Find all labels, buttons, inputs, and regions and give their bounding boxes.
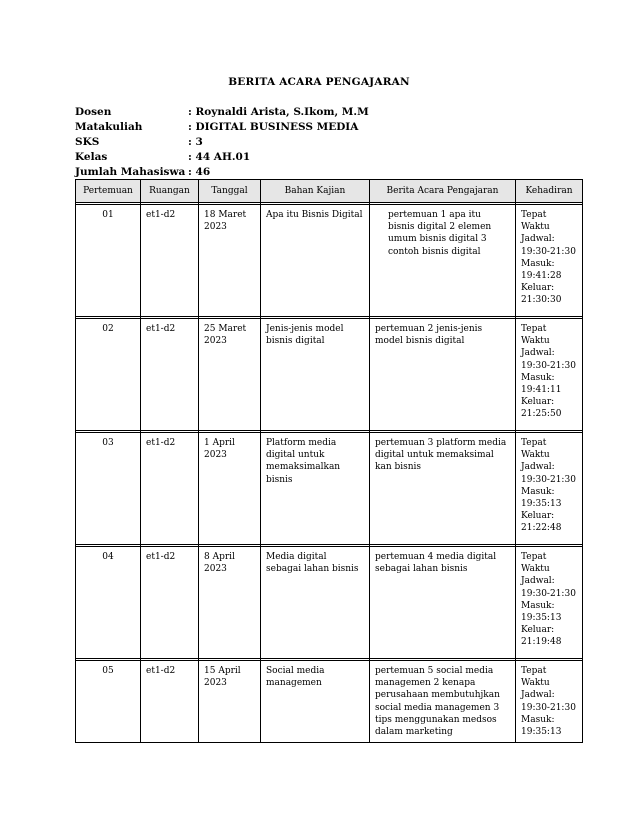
table-header-row <box>76 180 583 203</box>
attendance-line: 19:35:13 <box>521 613 562 624</box>
cell-berita-acara: pertemuan 5 social media managemen 2 kenapa perusahaan membutuhjkan social media managemen 3 tips menggunakan medsos dalam marketing <box>370 661 516 743</box>
cell-tanggal: 1 April 2023 <box>199 433 261 545</box>
cell-bahan-kajian: Media digital sebagai lahan bisnis <box>261 547 370 659</box>
attendance-line: Waktu <box>521 678 550 689</box>
cell-bahan-kajian: Platform media digital untuk memaksimalkan bisnis <box>261 433 370 545</box>
info-jumlah-mahasiswa <box>75 165 369 180</box>
document-title: BERITA ACARA PENGAJARAN <box>228 76 410 88</box>
info-label: Matakuliah <box>75 121 143 133</box>
info-sks <box>75 135 369 150</box>
attendance-line: Masuk: <box>521 714 555 725</box>
info-value: : 46 <box>188 166 211 178</box>
cell-kehadiran <box>516 661 583 743</box>
attendance-line: Masuk: <box>521 600 555 611</box>
cell-pertemuan: 04 <box>76 547 141 659</box>
info-matakuliah <box>75 120 369 135</box>
cell-bahan-kajian: Social media managemen <box>261 661 370 743</box>
header-berita-acara: Berita Acara Pengajaran <box>370 180 516 203</box>
attendance-line: Waktu <box>521 222 550 233</box>
attendance-line: 21:22:48 <box>521 523 562 534</box>
attendance-line: Tepat <box>521 324 547 334</box>
attendance-line: 19:30-21:30 <box>521 702 576 713</box>
cell-bahan-kajian: Jenis-jenis model bisnis digital <box>261 319 370 431</box>
attendance-line: 19:30-21:30 <box>521 588 576 599</box>
cell-berita-acara: pertemuan 1 apa itu bisnis digital 2 elemen umum bisnis digital 3 contoh bisnis digital <box>370 205 516 317</box>
cell-kehadiran <box>516 433 583 545</box>
info-label: Kelas <box>75 151 108 163</box>
cell-ruangan: et1-d2 <box>141 661 199 743</box>
teaching-record-table <box>75 179 583 743</box>
info-kelas <box>75 150 369 165</box>
attendance-line: Keluar: <box>521 511 555 522</box>
attendance-line: 21:19:48 <box>521 637 562 648</box>
cell-bahan-kajian: Apa itu Bisnis Digital <box>261 205 370 317</box>
attendance-line: 19:30-21:30 <box>521 246 576 257</box>
attendance-line: Jadwal: <box>521 348 555 359</box>
header-pertemuan: Pertemuan <box>76 180 141 203</box>
attendance-line: 21:25:50 <box>521 409 562 420</box>
attendance-line: Keluar: <box>521 625 555 636</box>
attendance-line: Waktu <box>521 450 550 461</box>
table-row <box>76 205 583 317</box>
attendance-line: Keluar: <box>521 397 555 408</box>
cell-kehadiran <box>516 205 583 317</box>
attendance-line: 19:30-21:30 <box>521 474 576 485</box>
info-label: Dosen <box>75 106 112 118</box>
info-label: Jumlah Mahasiswa <box>75 166 186 178</box>
cell-pertemuan: 03 <box>76 433 141 545</box>
header-bahan-kajian: Bahan Kajian <box>261 180 370 203</box>
table-row <box>76 661 583 743</box>
cell-ruangan: et1-d2 <box>141 433 199 545</box>
attendance-line: Tepat <box>521 210 547 220</box>
cell-ruangan: et1-d2 <box>141 205 199 317</box>
info-dosen <box>75 105 369 120</box>
cell-pertemuan: 05 <box>76 661 141 743</box>
attendance-line: Masuk: <box>521 258 555 269</box>
table-row <box>76 319 583 431</box>
attendance-line: 19:35:13 <box>521 727 562 738</box>
cell-pertemuan: 02 <box>76 319 141 431</box>
header-tanggal: Tanggal <box>199 180 261 203</box>
cell-tanggal: 8 April 2023 <box>199 547 261 659</box>
info-value: : 3 <box>188 136 203 148</box>
cell-kehadiran <box>516 319 583 431</box>
attendance-line: Masuk: <box>521 486 555 497</box>
cell-ruangan: et1-d2 <box>141 319 199 431</box>
attendance-line: Jadwal: <box>521 234 555 245</box>
attendance-line: Jadwal: <box>521 690 555 701</box>
attendance-line: 19:35:13 <box>521 499 562 510</box>
cell-berita-acara: pertemuan 4 media digital sebagai lahan bisnis <box>370 547 516 659</box>
attendance-line: Tepat <box>521 438 547 448</box>
cell-berita-acara: pertemuan 3 platform media digital untuk memaksimal kan bisnis <box>370 433 516 545</box>
attendance-line: 19:41:28 <box>521 271 562 282</box>
cell-tanggal: 18 Maret 2023 <box>199 205 261 317</box>
attendance-line: Keluar: <box>521 283 555 294</box>
attendance-line: 21:30:30 <box>521 295 562 306</box>
attendance-line: Jadwal: <box>521 462 555 473</box>
attendance-line: Waktu <box>521 336 550 347</box>
attendance-line: Masuk: <box>521 372 555 383</box>
cell-berita-acara: pertemuan 2 jenis-jenis model bisnis digital <box>370 319 516 431</box>
cell-tanggal: 15 April 2023 <box>199 661 261 743</box>
attendance-line: Tepat <box>521 666 547 676</box>
table-row <box>76 433 583 545</box>
attendance-line: 19:30-21:30 <box>521 360 576 371</box>
info-label: SKS <box>75 136 100 148</box>
header-ruangan: Ruangan <box>141 180 199 203</box>
attendance-line: Tepat <box>521 552 547 562</box>
info-value: : Roynaldi Arista, S.Ikom, M.M <box>188 106 369 118</box>
cell-pertemuan: 01 <box>76 205 141 317</box>
cell-tanggal: 25 Maret 2023 <box>199 319 261 431</box>
cell-kehadiran <box>516 547 583 659</box>
course-info <box>75 105 369 180</box>
attendance-line: Waktu <box>521 564 550 575</box>
table-row <box>76 547 583 659</box>
cell-ruangan: et1-d2 <box>141 547 199 659</box>
info-value: : 44 AH.01 <box>188 151 251 163</box>
attendance-line: 19:41:11 <box>521 385 562 396</box>
attendance-line: Jadwal: <box>521 576 555 587</box>
info-value: : DIGITAL BUSINESS MEDIA <box>188 121 359 133</box>
header-kehadiran: Kehadiran <box>516 180 583 203</box>
